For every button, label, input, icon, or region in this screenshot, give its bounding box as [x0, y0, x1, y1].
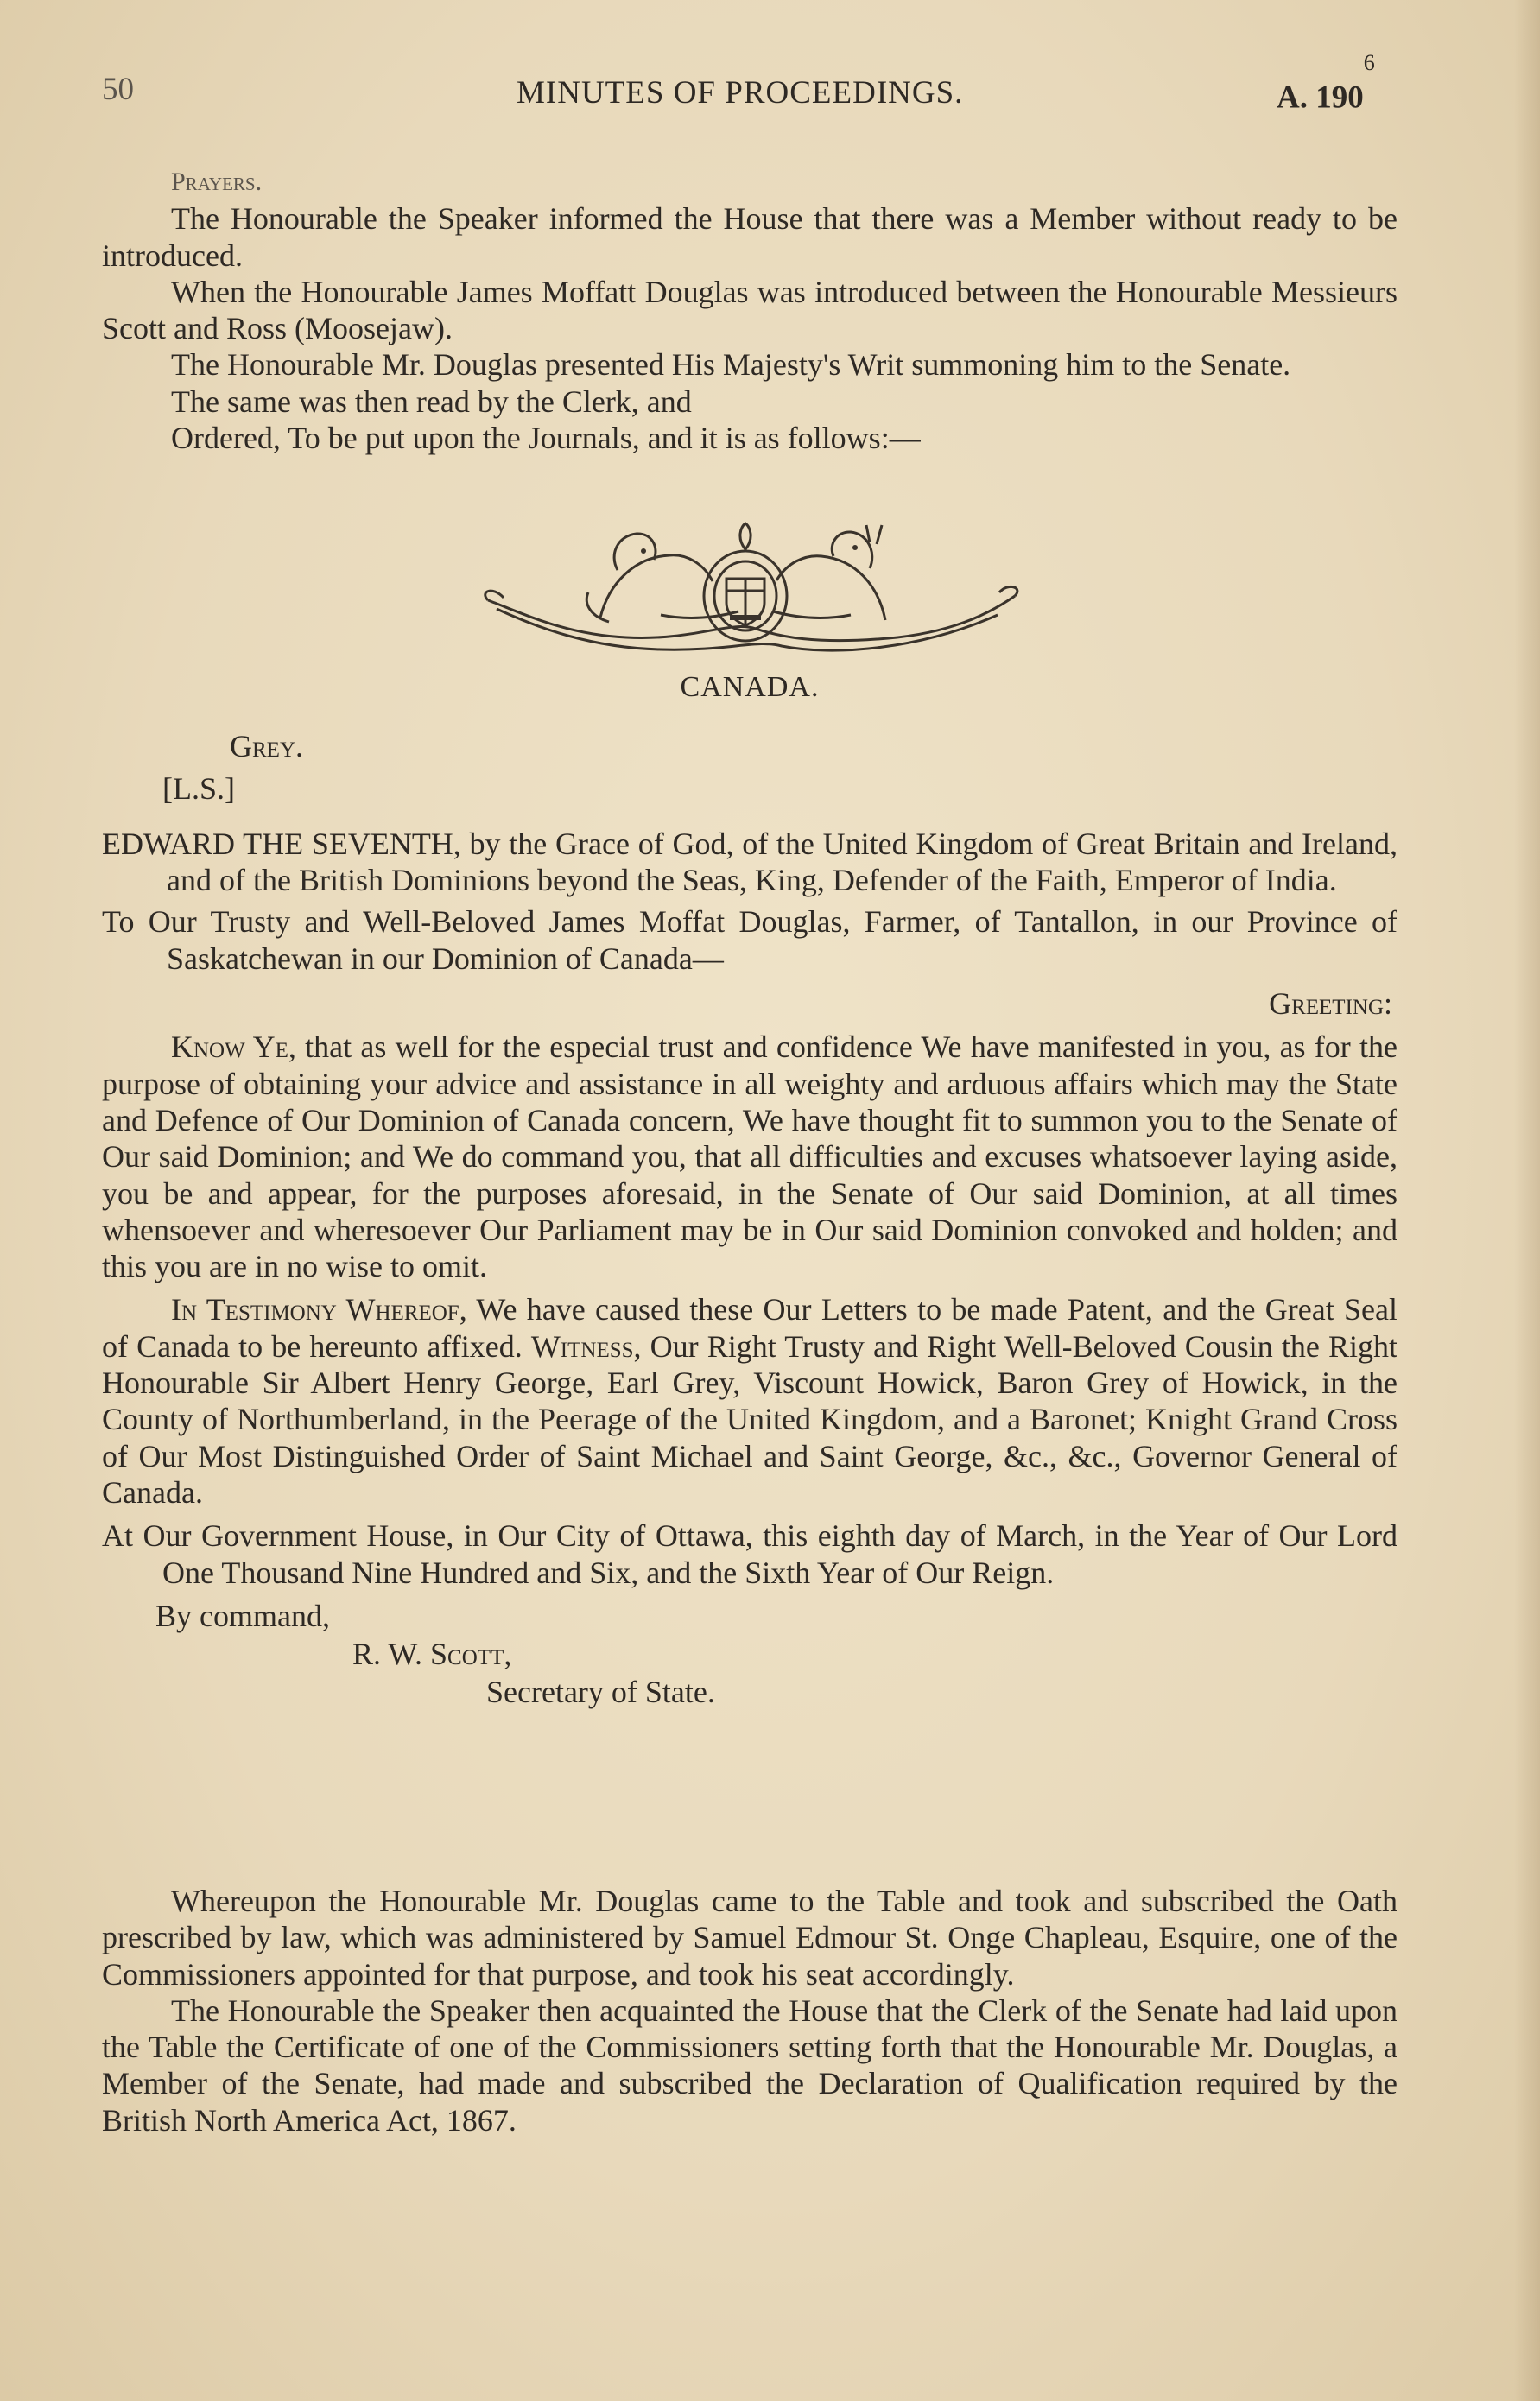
testimony-body-1: We have caused these Our Letters to be made Patent, and the Great Seal of Canada to be hereunto affixed. [102, 1292, 1397, 1364]
know-ye-lead: Know Ye, [171, 1029, 296, 1065]
witness-lead: Witness, [530, 1328, 642, 1364]
prayers-heading: Prayers. [171, 168, 263, 196]
intro-paragraph-3: The Honourable Mr. Douglas presented His Majesty's Writ summoning him to the Senate. [171, 347, 1291, 383]
testimony-body-2: Our Right Trusty and Right Well-Beloved Cousin the Right Honourable Sir Albert Henry George, Earl Grey, Viscount Howick, Baron Grey of Howick, in the County of Northumberland, in the Peerage of the United Kingdom, and a Baronet; Knight Grand Cross of Our Most Distinguished Order of Saint Michael and Saint George, &c., &c., Governor General of Canada. [102, 1328, 1397, 1510]
intro-paragraph-2: When the Honourable James Moffatt Douglas was introduced between the Honourable Messieurs Scott and Ross (Moosejaw). [102, 274, 1397, 346]
intro-paragraph-5: Ordered, To be put upon the Journals, and it is as follows:— [171, 421, 921, 456]
closing-section [102, 1883, 1397, 2138]
know-ye-body: that as well for the especial trust and confidence We have manifested in you, as for the purpose of obtaining your advice and assistance in all weighty and arduous affairs which may the State and Defence of Our Dominion of Canada concern, We have thought fit to summon you to the Senate of Our said Dominion; and We do command you, that all difficulties and excuses whatsoever laying aside, you be and appear, for the purposes aforesaid, in the Senate of Our said Dominion, at all times whensoever and wheresoever Our Parliament may be in Our said Dominion convoked and holden; and this you are in no wise to omit. [102, 1029, 1397, 1284]
writ-section [102, 669, 1397, 1711]
intro-paragraph-1: The Honourable the Speaker informed the House that there was a Member without ready to be introduced. [102, 201, 1397, 273]
page-number: 50 [102, 72, 134, 107]
intro-paragraph-4: The same was then read by the Clerk, and [171, 383, 692, 419]
testimony-paragraph [102, 1291, 1397, 1511]
signer-title: Secretary of State. [486, 1675, 715, 1710]
seal-mark: [L.S.] [162, 770, 235, 806]
governor-signature: Grey. [230, 729, 303, 764]
header-year-text: A. 190 [1277, 79, 1364, 116]
page-edge-shadow [1514, 0, 1540, 2401]
address-paragraph: To Our Trusty and Well-Beloved James Moffat Douglas, Farmer, of Tantallon, in our Province of Saskatchewan in our Dominion of Canada— [102, 904, 1397, 976]
intro-section [102, 164, 1397, 456]
running-header [102, 50, 1397, 123]
closing-paragraph-1: Whereupon the Honourable Mr. Douglas came to the Table and took and subscribed the Oath prescribed by law, which was administered by Samuel Edmour St. Onge Chapleau, Esquire, one of the Commissioners appointed for that purpose, and took his seat accordingly. [102, 1884, 1397, 1992]
greeting-text: Greeting: [1269, 986, 1392, 1022]
dated-paragraph: At Our Government House, in Our City of Ottawa, this eighth day of March, in the Year of Our Lord One Thousand Nine Hundred and Six, and the Sixth Year of Our Reign. [102, 1518, 1397, 1590]
writ-heading: CANADA. [680, 671, 820, 703]
header-year-suffix: 6 [1363, 50, 1375, 75]
by-command-text: By command, [155, 1598, 330, 1633]
testimony-lead: In Testimony Whereof, [171, 1292, 467, 1327]
closing-paragraph-2: The Honourable the Speaker then acquainted the House that the Clerk of the Senate had laid upon the Table the Certificate of one of the Commissioners setting forth that the Honourable Mr. Douglas, a Member of the Senate, had made and subscribed the Declaration of Qualification required by the British North America Act, 1867. [102, 1992, 1397, 2138]
royal-style-paragraph: EDWARD THE SEVENTH, by the Grace of God, of the United Kingdom of Great Britain and Ireland, and of the British Dominions beyond the Seas, King, Defender of the Faith, Emperor of India. [102, 826, 1397, 898]
header-year [1277, 50, 1375, 116]
know-ye-paragraph [102, 1029, 1397, 1284]
royal-coat-of-arms-image [471, 518, 1023, 656]
header-title: MINUTES OF PROCEEDINGS. [517, 75, 964, 111]
signer-name: R. W. Scott, [352, 1637, 512, 1672]
